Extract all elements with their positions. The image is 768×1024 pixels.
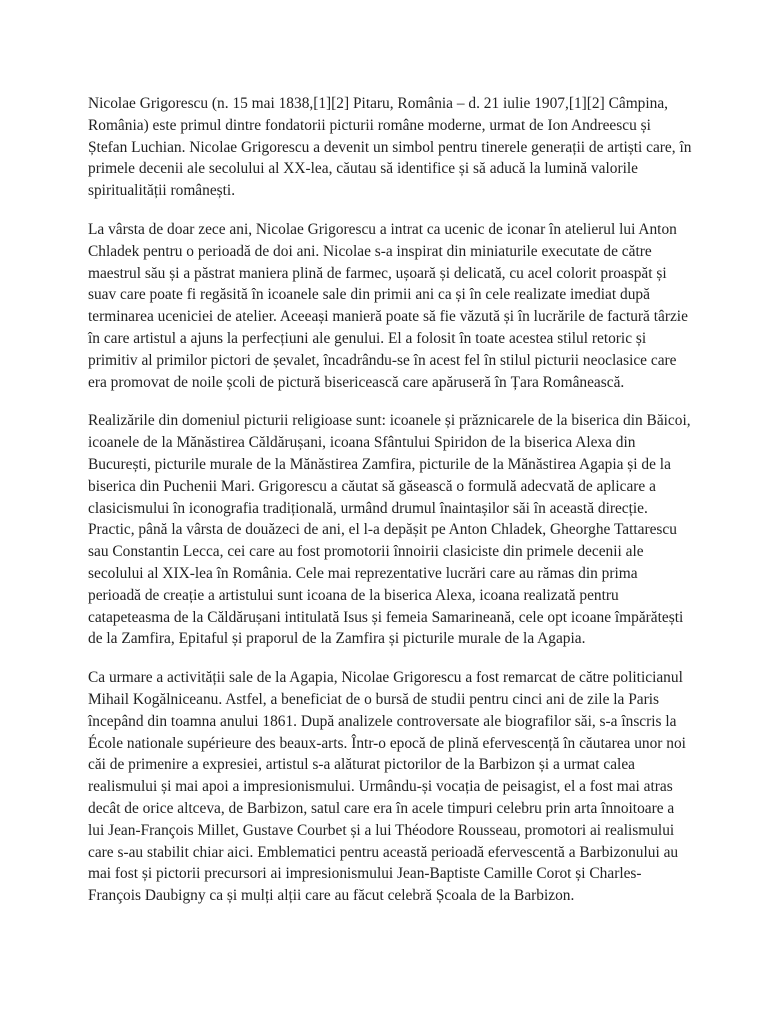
- paragraph-apprenticeship: La vârsta de doar zece ani, Nicolae Grigorescu a intrat ca ucenic de iconar în atelierul lui Anton Chladek pentru o perioadă de doi ani. Nicolae s-a inspirat din miniaturile executate de către maestrul său și a păstrat maniera plină de farmec, ușoară și delicată, cu acel colorit proaspăt și suav care poate fi regăsită în icoanele sale din primii ani ca și în cele realizate imediat după terminarea uceniciei de atelier. Aceeași manieră poate să fie văzută și în lucrările de factură târzie în care artistul a ajuns la perfecțiuni ale genului. El a folosit în toate acestea stilul retoric și primitiv al primilor pictori de șevalet, încadrându-se în acest fel în stilul picturii neoclasice care era promovat de noile școli de pictură bisericească care apăruseră în Țara Românească.: [88, 220, 688, 391]
- paragraph-paris-barbizon: Ca urmare a activității sale de la Agapia, Nicolae Grigorescu a fost remarcat de către politicianul Mihail Kogălniceanu. Astfel, a beneficiat de o bursă de studii pentru cinci ani de zile la Paris începând din toamna anului 1861. După analizele controversate ale biografilor săi, s-a înscris la École nationale supérieure des beaux-arts. Într-o epocă de plină efervescență în căutarea unor noi căi de primenire a expresiei, artistul s-a alăturat pictorilor de la Barbizon și a urmat calea realismului și mai apoi a impresionismului. Urmându-și vocația de peisagist, el a fost mai atras decât de orice altceva, de Barbizon, satul care era în acele timpuri celebru prin arta înnoitoare a lui Jean-François Millet, Gustave Courbet și a lui Théodore Rousseau, promotori ai realismului care s-au stabilit chiar aici. Emblematici pentru această perioadă efervescentă a Barbizonului au mai fost și pictorii precursori ai impresionismului Jean-Baptiste Camille Corot și Charles-François Daubigny ca și mulți alții care au făcut celebră Școala de la Barbizon.: [88, 669, 686, 905]
- paragraph-religious-works: Realizările din domeniul picturii religioase sunt: icoanele și prăznicarele de la biserica din Băicoi, icoanele de la Mănăstirea Căldărușani, icoana Sfântului Spiridon de la biserica Alexa din București, picturile murale de la Mănăstirea Zamfira, picturile de la Mănăstirea Agapia și de la biserica din Puchenii Mari. Grigorescu a căutat să găsească o formulă adecvată de aplicare a clasicismului în iconografia tradițională, urmând drumul înaintașilor săi în această direcție. Practic, până la vârsta de douăzeci de ani, el l-a depășit pe Anton Chladek, Gheorghe Tattarescu sau Constantin Lecca, cei care au fost promotorii înnoirii clasiciste din primele decenii ale secolului al XIX-lea în România. Cele mai reprezentative lucrări care au rămas din prima perioadă de creație a artistului sunt icoana de la biserica Alexa, icoana realizată pentru catapeteasma de la Căldărușani intitulată Isus și femeia Samarineană, cele opt icoane împărătești de la Zamfira, Epitaful și praporul de la Zamfira și picturile murale de la Agapia.: [88, 412, 691, 648]
- paragraph-intro: Nicolae Grigorescu (n. 15 mai 1838,[1][2] Pitaru, România – d. 21 iulie 1907,[1][2] Câmpina, România) este primul dintre fondatorii picturii române moderne, urmat de Ion Andreescu și Ștefan Luchian. Nicolae Grigorescu a devenit un simbol pentru tinerele generații de artiști care, în primele decenii ale secolului al XX-lea, căutau să identifice și să aducă la lumină valorile spiritualității românești.: [88, 95, 692, 200]
